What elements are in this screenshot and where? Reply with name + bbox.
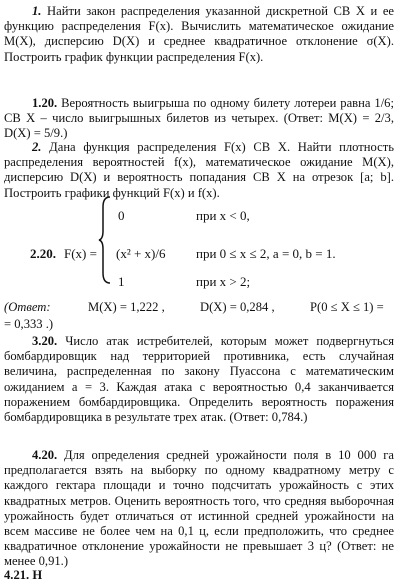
- answer-p: P(0 ≤ X ≤ 1) =: [310, 300, 384, 314]
- case-2-value: (x² + x)/6: [116, 246, 166, 261]
- task-2-text: Дана функция распределения F(x) СВ X. Найти плотность распределения вероятностей f(x), математическое ожидание M(X), дисперсию D(X) и вероятность попадания СВ X на отрезок [a; b]. Построить графики функций F(x) и f(x).: [4, 140, 394, 200]
- problem-3-20-number: 3.20.: [32, 334, 58, 348]
- next-problem-cut: 4.21. Н: [4, 568, 43, 582]
- task-1-number: 1.: [32, 4, 42, 18]
- problem-3-20-text: Число атак истребителей, которым может подвергнуться бомбардировщик над территорией противника, есть случайная величина, распределенная по закону Пуассона с математическим ожиданием a = 3. Каждая атака с вероятностью 0,4 заканчивается поражением бомбардировщика. Определить вероятность поражения бомбардировщика в результате трех атак. (Ответ: 0,784.): [4, 334, 394, 425]
- problem-1-20-number: 1.20.: [32, 96, 58, 110]
- case-1-value: 0: [118, 208, 125, 223]
- task-2-statement: [4, 140, 394, 201]
- answer-open: (Ответ:: [4, 300, 51, 314]
- answer-d: D(X) = 0,284 ,: [200, 300, 275, 314]
- answer-m: M(X) = 1,222 ,: [88, 300, 165, 314]
- problem-4-20-number: 4.20.: [32, 448, 58, 462]
- problem-1-20: [4, 96, 394, 142]
- task-1-text: Найти закон распределения указанной дискретной СВ X и ее функцию распределения F(x). Вычислить математическое ожидание M(X), дисперсию D(X) и среднее квадратичное отклонение σ(X). Построить график функции распределения F(x).: [4, 4, 394, 64]
- task-2-number: 2.: [32, 140, 42, 154]
- case-3-condition: при x > 2;: [196, 274, 251, 289]
- problem-2-20-number: 2.20.: [30, 246, 56, 261]
- problem-1-20-text: Вероятность выигрыша по одному билету лотереи равна 1/6; СВ X – число выигрышных билетов из четырех. (Ответ: M(X) = 2/3, D(X) = 5/9.): [4, 96, 394, 141]
- problem-3-20: [4, 334, 394, 425]
- answer-cont: = 0,333 .): [4, 317, 54, 331]
- case-1-condition: при x < 0,: [196, 208, 250, 223]
- problem-4-20: [4, 448, 394, 570]
- left-brace-icon: [98, 195, 112, 285]
- formula-lhs: F(x) =: [64, 246, 97, 261]
- case-2-condition: при 0 ≤ x ≤ 2, a = 0, b = 1.: [196, 246, 336, 261]
- task-1-statement: [4, 4, 394, 65]
- problem-4-20-text: Для определения средней урожайности поля в 10 000 га предполагается взять на выборку по одному квадратному метру с каждого гектара площади и точно подсчитать урожайность с этих квадратных метров. Оценить вероятность того, что средняя выборочная урожайность будет отличаться от истинной средней урожайности на всем массиве не более чем на 0,1 ц, если предположить, что среднее квадратичное отклонение урожайности не превышает 3 ц? (Ответ: не менее 0,91.): [4, 448, 394, 569]
- case-3-value: 1: [118, 274, 125, 289]
